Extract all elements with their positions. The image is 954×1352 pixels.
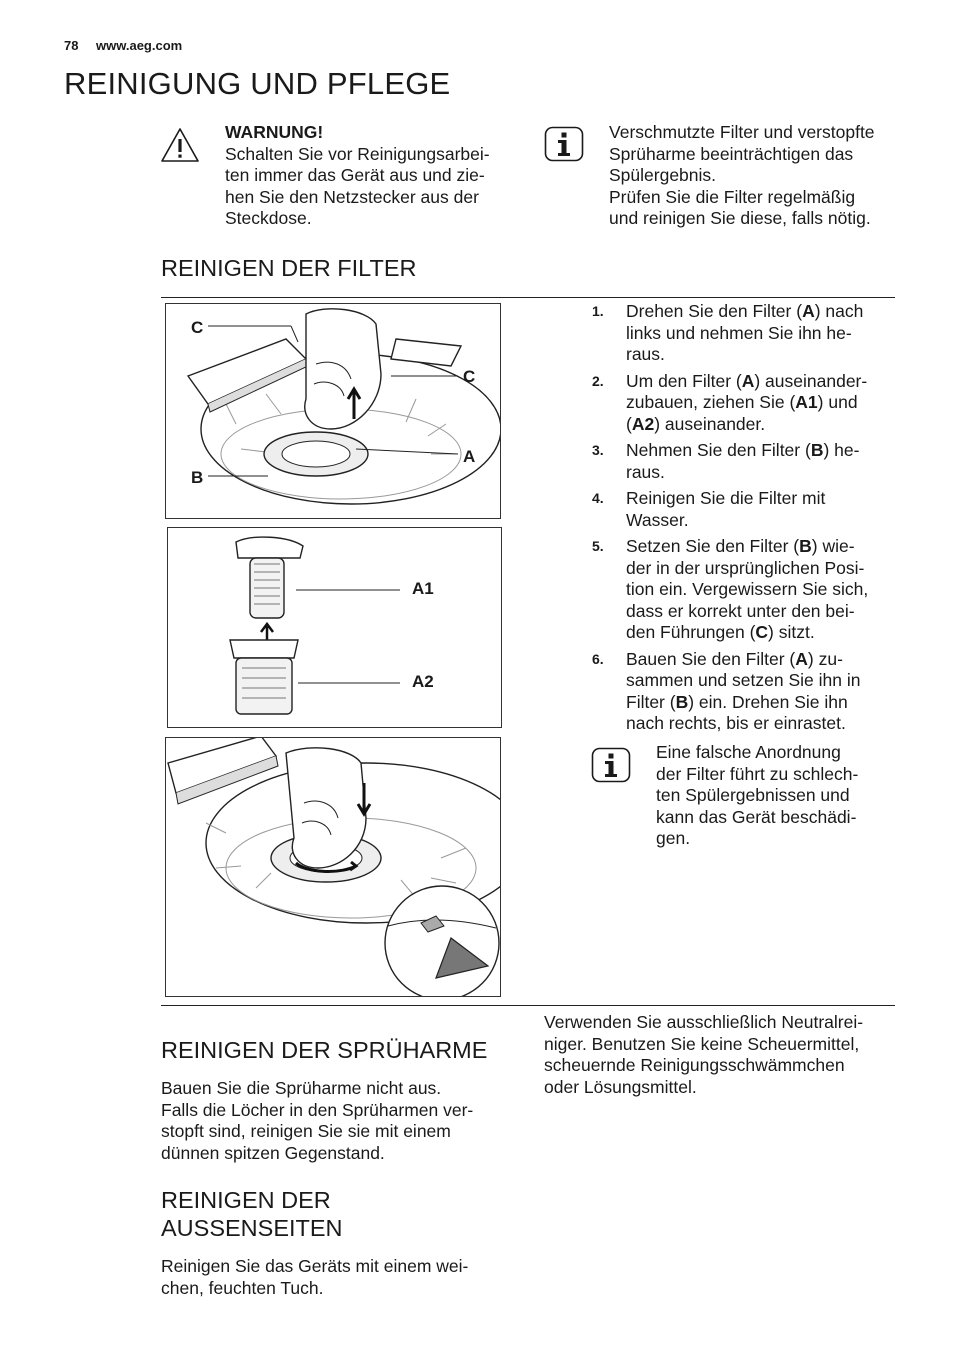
step-item (592, 488, 892, 531)
step-text: ) zu- (807, 648, 843, 669)
step-line (626, 301, 892, 323)
text-line: Verwenden Sie ausschließlich Neutralrei- (544, 1012, 864, 1032)
step-line (626, 670, 892, 692)
info-note-block (656, 742, 896, 850)
step-text: Filter ( (626, 691, 676, 712)
step-line (626, 601, 892, 623)
text-line: stopft sind, reinigen Sie sie mit einem (161, 1121, 451, 1141)
step-item (592, 371, 892, 436)
step-line (626, 692, 892, 714)
step-number: 4. (592, 490, 604, 506)
exterior-text (161, 1256, 511, 1299)
step-text: ) sitzt. (768, 622, 815, 642)
website-url: www.aeg.com (96, 38, 183, 53)
warning-block (225, 122, 525, 230)
label-a: A (463, 447, 476, 466)
section-heading-spray-arms: REINIGEN DER SPRÜHARME (161, 1037, 488, 1063)
step-text: ) und (817, 392, 858, 412)
step-reference: A (802, 301, 815, 321)
step-number: 3. (592, 442, 604, 458)
step-reference: C (755, 622, 769, 642)
step-line (626, 371, 892, 393)
info-note-line: der Filter führt zu schlech- (656, 763, 859, 784)
step-text: ) he- (823, 440, 860, 460)
section-heading-filter: REINIGEN DER FILTER (161, 255, 417, 281)
warning-line: Schalten Sie vor Reinigungsarbei- (225, 143, 490, 164)
step-text: Setzen Sie den Filter ( (626, 536, 800, 556)
info-note-line: kann das Gerät beschädi- (656, 806, 857, 827)
step-item (592, 649, 892, 735)
step-text: raus. (626, 344, 665, 364)
info-line: Sprüharme beeinträchtigen das (609, 143, 854, 164)
step-reference: A2 (631, 413, 655, 434)
step-reference: A (741, 370, 755, 391)
info-note-line: Eine falsche Anordnung (656, 742, 841, 762)
step-text: Wasser. (626, 509, 689, 530)
figure-disassemble-filter (167, 527, 502, 728)
step-number: 1. (592, 303, 604, 319)
step-line (626, 649, 892, 671)
section-divider (161, 297, 895, 298)
section-heading-exterior (161, 1186, 343, 1242)
step-text: Nehmen Sie den Filter ( (626, 440, 811, 460)
step-reference: B (675, 691, 689, 712)
step-number: 5. (592, 538, 604, 554)
text-line: Reinigen Sie das Geräts mit einem wei- (161, 1256, 469, 1276)
label-c: C (191, 318, 204, 337)
page-title: REINIGUNG UND PFLEGE (64, 66, 451, 101)
label-c: C (463, 367, 476, 386)
step-line (626, 579, 892, 601)
step-reference: A (795, 648, 808, 669)
filter-steps-list (592, 301, 892, 740)
info-line: und reinigen Sie diese, falls nötig. (609, 208, 871, 228)
step-text: links und nehmen Sie ihn he- (626, 322, 852, 343)
step-text: ) wie- (811, 536, 855, 556)
figure-remove-filter (165, 303, 501, 519)
heading-line: REINIGEN DER (161, 1187, 331, 1213)
step-text: ) auseinander. (654, 413, 766, 434)
step-line (626, 462, 892, 484)
step-text: ) nach (814, 301, 864, 321)
step-text: ) ein. Drehen Sie ihn (688, 691, 848, 712)
label-b: B (191, 468, 204, 487)
step-text: ( (626, 413, 632, 434)
text-line: dünnen spitzen Gegenstand. (161, 1142, 385, 1163)
step-line (626, 558, 892, 580)
step-text: der in der ursprünglichen Posi- (626, 557, 865, 578)
step-text: Um den Filter ( (626, 370, 742, 391)
spray-arms-text (161, 1078, 511, 1164)
step-text: dass er korrekt unter den bei- (626, 600, 855, 621)
info-icon (544, 126, 584, 167)
step-text: Bauen Sie den Filter ( (626, 648, 796, 669)
step-number: 6. (592, 650, 604, 667)
step-line (626, 622, 892, 644)
text-line: scheuernde Reinigungsschwämmchen (544, 1055, 845, 1075)
text-line: niger. Benutzen Sie keine Scheuermittel, (544, 1033, 860, 1054)
detergent-note (544, 1012, 904, 1098)
step-line (626, 414, 892, 436)
info-line: Prüfen Sie die Filter regelmäßig (609, 186, 856, 207)
step-line (626, 713, 892, 735)
label-a2: A2 (412, 672, 434, 691)
step-text: sammen und setzen Sie ihn in (626, 670, 861, 690)
step-number: 2. (592, 372, 604, 389)
info-line: Verschmutzte Filter und verstopfte (609, 122, 875, 142)
step-item (592, 536, 892, 644)
page-number: 78 (64, 38, 79, 53)
text-line: chen, feuchten Tuch. (161, 1277, 324, 1298)
step-line (626, 488, 892, 510)
step-item (592, 301, 892, 366)
step-text: Reinigen Sie die Filter mit (626, 488, 826, 508)
warning-line: ten immer das Gerät aus und zie- (225, 165, 485, 185)
step-line (626, 536, 892, 558)
text-line: oder Lösungsmittel. (544, 1076, 697, 1097)
info-icon (591, 747, 631, 788)
step-text: den Führungen ( (626, 622, 756, 642)
step-text: Drehen Sie den Filter ( (626, 301, 803, 321)
info-top-block (609, 122, 909, 230)
figure-install-filter (165, 737, 501, 997)
step-reference: B (810, 440, 824, 460)
step-text: tion ein. Vergewissern Sie sich, (626, 579, 869, 599)
step-item (592, 440, 892, 483)
heading-line: AUSSENSEITEN (161, 1215, 343, 1241)
warning-line: Steckdose. (225, 208, 312, 228)
section-divider (161, 1005, 895, 1006)
info-note-line: gen. (656, 828, 691, 848)
step-text: ) auseinander- (754, 370, 868, 391)
text-line: Falls die Löcher in den Sprüharmen ver- (161, 1099, 474, 1120)
step-text: zubauen, ziehen Sie ( (626, 392, 796, 412)
step-line (626, 510, 892, 532)
step-line (626, 392, 892, 414)
info-note-line: ten Spülergebnissen und (656, 785, 850, 805)
step-line (626, 344, 892, 366)
step-reference: A1 (795, 392, 818, 412)
step-reference: B (799, 536, 812, 556)
label-a1: A1 (412, 579, 434, 598)
step-text: raus. (626, 461, 665, 482)
warning-line: hen Sie den Netzstecker aus der (225, 186, 479, 207)
info-line: Spülergebnis. (609, 165, 717, 185)
text-line: Bauen Sie die Sprüharme nicht aus. (161, 1078, 442, 1098)
step-line (626, 440, 892, 462)
warning-triangle-icon (160, 127, 200, 168)
warning-heading: WARNUNG! (225, 122, 324, 142)
step-line (626, 323, 892, 345)
step-text: nach rechts, bis er einrastet. (626, 713, 846, 733)
